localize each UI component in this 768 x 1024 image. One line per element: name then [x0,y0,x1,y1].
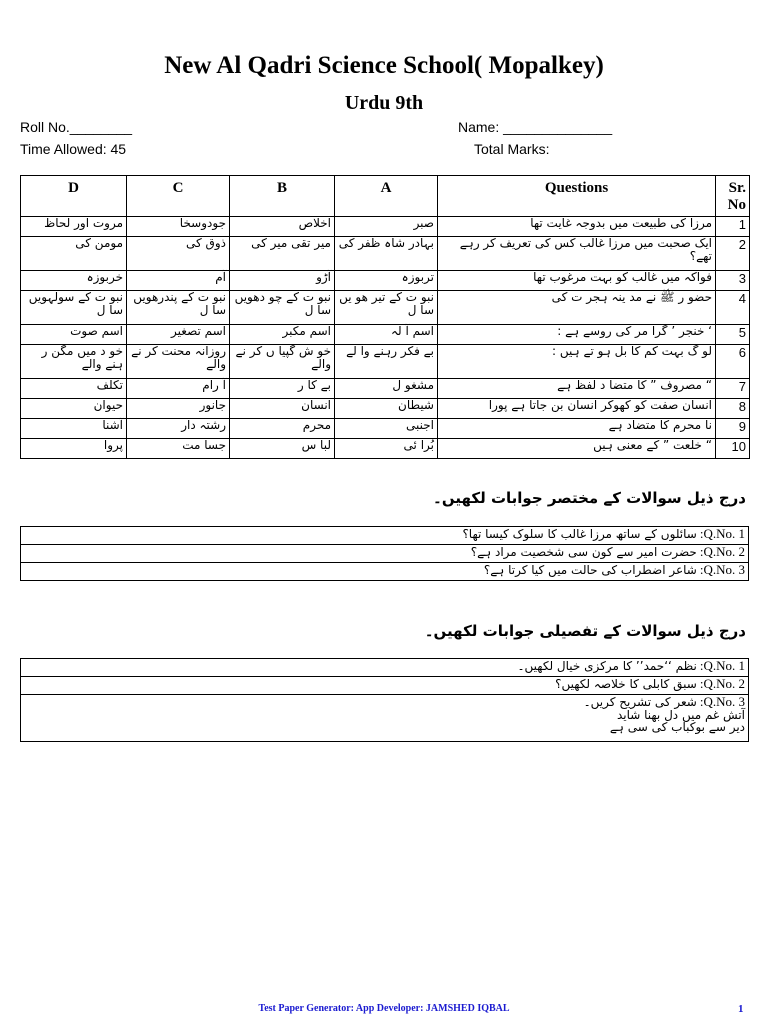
table-row [21,659,749,677]
question-number: Q.No. 2: [699,544,745,559]
option-b: بے کا ر [230,379,335,399]
serial-number: 4 [716,291,750,325]
column-header-d: D [21,176,127,217]
option-d: نبو ت کے سولہویں سا ل [21,291,127,325]
question-text: سبق کابلی کا خلاصہ لکھیں؟ [555,677,697,691]
option-c: آم [127,271,230,291]
option-c: جودوسخا [127,217,230,237]
serial-number: 7 [716,379,750,399]
column-header-b: B [230,176,335,217]
table-row [21,545,749,563]
question-text: ایک صحبت میں مرزا غالب کس کی تعریف کر رہے تھے؟ [438,237,716,271]
table-row [21,563,749,581]
option-d: اسم صوت [21,325,127,345]
option-d: پروا [21,439,127,459]
option-b: نبو ت کے چو دھویں سا ل [230,291,335,325]
table-row [21,379,750,399]
option-c: آ رام [127,379,230,399]
time-allowed: Time Allowed: 45 [20,141,127,157]
short-questions-heading: درج ذیل سوالات کے مختصر جوابات لکھیں۔ [433,489,746,507]
option-c: ذوق کی [127,237,230,271]
serial-number: 6 [716,345,750,379]
option-c: رشتہ دار [127,419,230,439]
mcq-table [20,175,750,459]
roll-no-field: Roll No.________ [20,119,133,135]
table-row [21,527,749,545]
question-text: سائلوں کے ساتھ مرزا غالب کا سلوک کیسا تھا؟ [462,527,697,541]
question-cell [21,659,749,677]
table-row [21,439,750,459]
question-number: Q.No. 3: [699,694,745,709]
serial-number: 1 [716,217,750,237]
column-header-a: A [335,176,438,217]
table-row [21,291,750,325]
question-cell [21,563,749,581]
total-marks: Total Marks: [474,141,550,157]
column-header-sr: Sr. No [716,176,750,217]
verse-line: آتش غم میں دل بھنا شاید [616,708,745,722]
question-text: حضرت امیر سے کون سی شخصیت مراد ہے؟ [470,545,697,559]
column-header-questions: Questions [438,176,716,217]
option-a: بے فکر رہنے وا لے [335,345,438,379]
question-text: مرزا کی طبیعت میں بدوجہ غایت تھا [438,217,716,237]
option-c: جسا مت [127,439,230,459]
table-row [21,271,750,291]
footer-credit: Test Paper Generator: App Developer: JAMSHED IQBAL [258,1003,510,1014]
column-header-c: C [127,176,230,217]
option-b: انسان [230,399,335,419]
table-row [21,325,750,345]
question-cell [21,545,749,563]
question-cell [21,677,749,695]
question-text: نا محرم کا متضاد ہے [438,419,716,439]
table-row [21,695,749,742]
question-text: “ خلعت ” کے معنی ہیں [438,439,716,459]
long-questions-heading: درج ذیل سوالات کے تفصیلی جوابات لکھیں۔ [424,622,746,640]
question-text: شاعر اضطراب کی حالت میں کیا کرتا ہے؟ [483,563,697,577]
table-row [21,237,750,271]
option-c: روزانہ محنت کر نے والے [127,345,230,379]
question-text: “ مصروف ” کا متضا د لفظ ہے [438,379,716,399]
option-b: میر تقی میر کی [230,237,335,271]
option-d: حیوان [21,399,127,419]
question-text: حضو ر ﷺ نے مد ینہ ہجر ت کی [438,291,716,325]
page-number: 1 [738,1003,744,1015]
question-number: Q.No. 2: [699,676,745,691]
option-c: اسم تصغیر [127,325,230,345]
serial-number: 3 [716,271,750,291]
question-cell [21,527,749,545]
option-a: نبو ت کے تیر ھو یں سا ل [335,291,438,325]
option-d: آشنا [21,419,127,439]
question-number: Q.No. 3: [699,562,745,577]
mcq-header-row [21,176,750,217]
option-b: آڑو [230,271,335,291]
question-text: انسان صفت کو کھوکر انسان بن جاتا ہے پورا [438,399,716,419]
option-c: جانور [127,399,230,419]
serial-number: 10 [716,439,750,459]
question-text: نظم ‘‘حمد’’ کا مرکزی خیال لکھیں۔ [517,659,697,673]
serial-number: 5 [716,325,750,345]
option-a: مشغو ل [335,379,438,399]
name-field: Name: ______________ [458,119,613,135]
table-row [21,399,750,419]
short-questions-table [20,526,749,581]
question-number: Q.No. 1: [699,658,745,673]
option-a: صبر [335,217,438,237]
option-d: مومن کی [21,237,127,271]
question-text: ‘ خنجر ’ گرا مر کی روسے ہے : [438,325,716,345]
serial-number: 8 [716,399,750,419]
table-row [21,345,750,379]
serial-number: 9 [716,419,750,439]
option-a: اجنبی [335,419,438,439]
option-a: شیطان [335,399,438,419]
option-a: تربوزہ [335,271,438,291]
option-d: مروت اور لحاظ [21,217,127,237]
table-row [21,677,749,695]
table-row [21,419,750,439]
option-b: اخلاص [230,217,335,237]
question-cell [21,695,749,742]
option-b: خو ش گپیا ں کر نے والے [230,345,335,379]
option-b: اسم مکبر [230,325,335,345]
option-d: خربوزہ [21,271,127,291]
verse-line: دیر سے بوکباب کی سی ہے [609,720,745,734]
question-text: فواکہ میں غالب کو بہت مرغوب تھا [438,271,716,291]
option-d: خو د میں مگن ر ہنے والے [21,345,127,379]
serial-number: 2 [716,237,750,271]
table-row [21,217,750,237]
option-a: بہادر شاہ ظفر کی [335,237,438,271]
subject-title: Urdu 9th [344,92,424,114]
long-questions-table [20,658,749,742]
school-title: New Al Qadri Science School( Mopalkey) [164,52,604,79]
option-a: بُرا ئی [335,439,438,459]
question-text: لو گ بہت کم کا بل ہو تے ہیں : [438,345,716,379]
option-b: محرم [230,419,335,439]
question-number: Q.No. 1: [699,526,745,541]
option-b: لبا س [230,439,335,459]
option-d: تکلف [21,379,127,399]
option-c: نبو ت کے پندرھویں سا ل [127,291,230,325]
question-text: شعر کی تشریح کریں۔ [583,695,697,709]
option-a: اسم آ لہ [335,325,438,345]
